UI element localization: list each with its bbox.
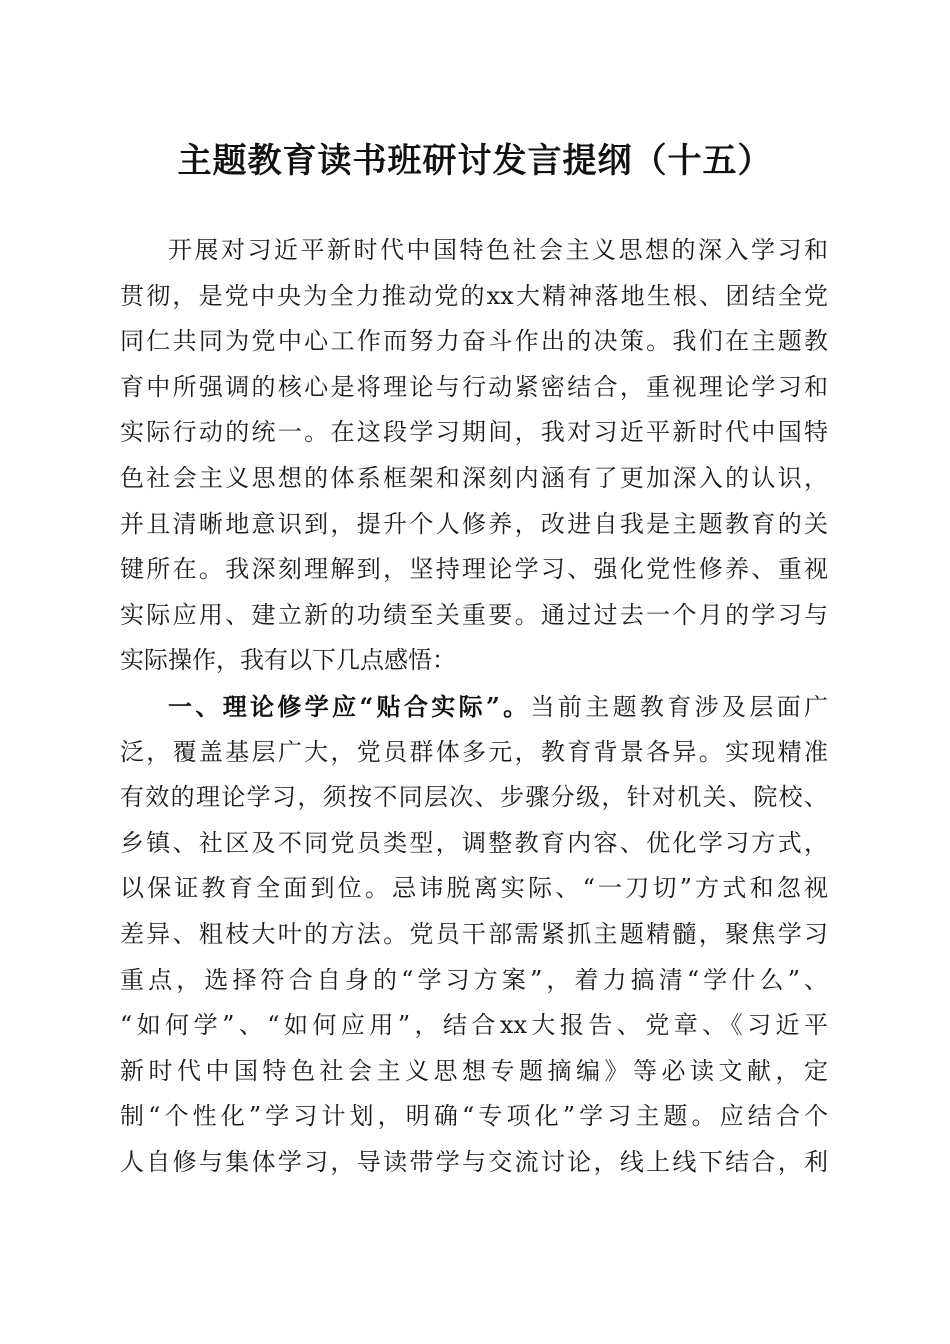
text-line: 差异、粗枝大叶的方法。党员干部需紧抓主题精髓，聚焦学习 xyxy=(120,919,828,948)
text-line: 新时代中国特色社会主义思想专题摘编》等必读文献，定 xyxy=(120,1056,828,1085)
document-body xyxy=(120,228,828,1185)
text-line: 并且清晰地意识到，提升个人修养，改进自我是主题教育的关 xyxy=(120,509,828,538)
text-line: 贯彻，是党中央为全力推动党的xx大精神落地生根、团结全党 xyxy=(120,281,828,310)
paragraph-intro xyxy=(120,228,828,684)
text-line: 人自修与集体学习，导读带学与交流讨论，线上线下结合，利 xyxy=(120,1147,828,1176)
text-line: 同仁共同为党中心工作而努力奋斗作出的决策。我们在主题教 xyxy=(120,327,828,356)
text-line: 重点，选择符合自身的“学习方案”，着力搞清“学什么”、 xyxy=(120,965,828,994)
text-line: 实际应用、建立新的功绩至关重要。通过过去一个月的学习与 xyxy=(120,600,828,629)
text-line: 以保证教育全面到位。忌讳脱离实际、“一刀切”方式和忽视 xyxy=(120,874,828,903)
text-line: 键所在。我深刻理解到，坚持理论学习、强化党性修养、重视 xyxy=(120,555,828,584)
text-line: “如何学”、“如何应用”，结合xx大报告、党章、《习近平 xyxy=(120,1011,828,1040)
text-line: 有效的理论学习，须按不同层次、步骤分级，针对机关、院校、 xyxy=(120,783,828,812)
text-line: 泛，覆盖基层广大，党员群体多元，教育背景各异。实现精准 xyxy=(120,737,828,766)
section-heading: 一、理论修学应“贴合实际”。 xyxy=(168,691,531,721)
text-line: 色社会主义思想的体系框架和深刻内涵有了更加深入的认识， xyxy=(120,463,828,492)
section-first-line-text: 当前主题教育涉及层面广 xyxy=(530,692,829,721)
paragraph-section-one xyxy=(120,684,828,1186)
text-line: 开展对习近平新时代中国特色社会主义思想的深入学习和 xyxy=(168,236,828,264)
text-line: 育中所强调的核心是将理论与行动紧密结合，重视理论学习和 xyxy=(120,372,828,401)
document-title: 主题教育读书班研讨发言提纲（十五） xyxy=(177,141,773,181)
text-line: 实际操作，我有以下几点感悟： xyxy=(120,646,456,675)
text-line: 乡镇、社区及不同党员类型，调整教育内容、优化学习方式， xyxy=(120,828,828,857)
text-line xyxy=(120,684,828,730)
text-line: 制“个性化”学习计划，明确“专项化”学习主题。应结合个 xyxy=(120,1102,828,1131)
text-line: 实际行动的统一。在这段学习期间，我对习近平新时代中国特 xyxy=(120,418,828,447)
